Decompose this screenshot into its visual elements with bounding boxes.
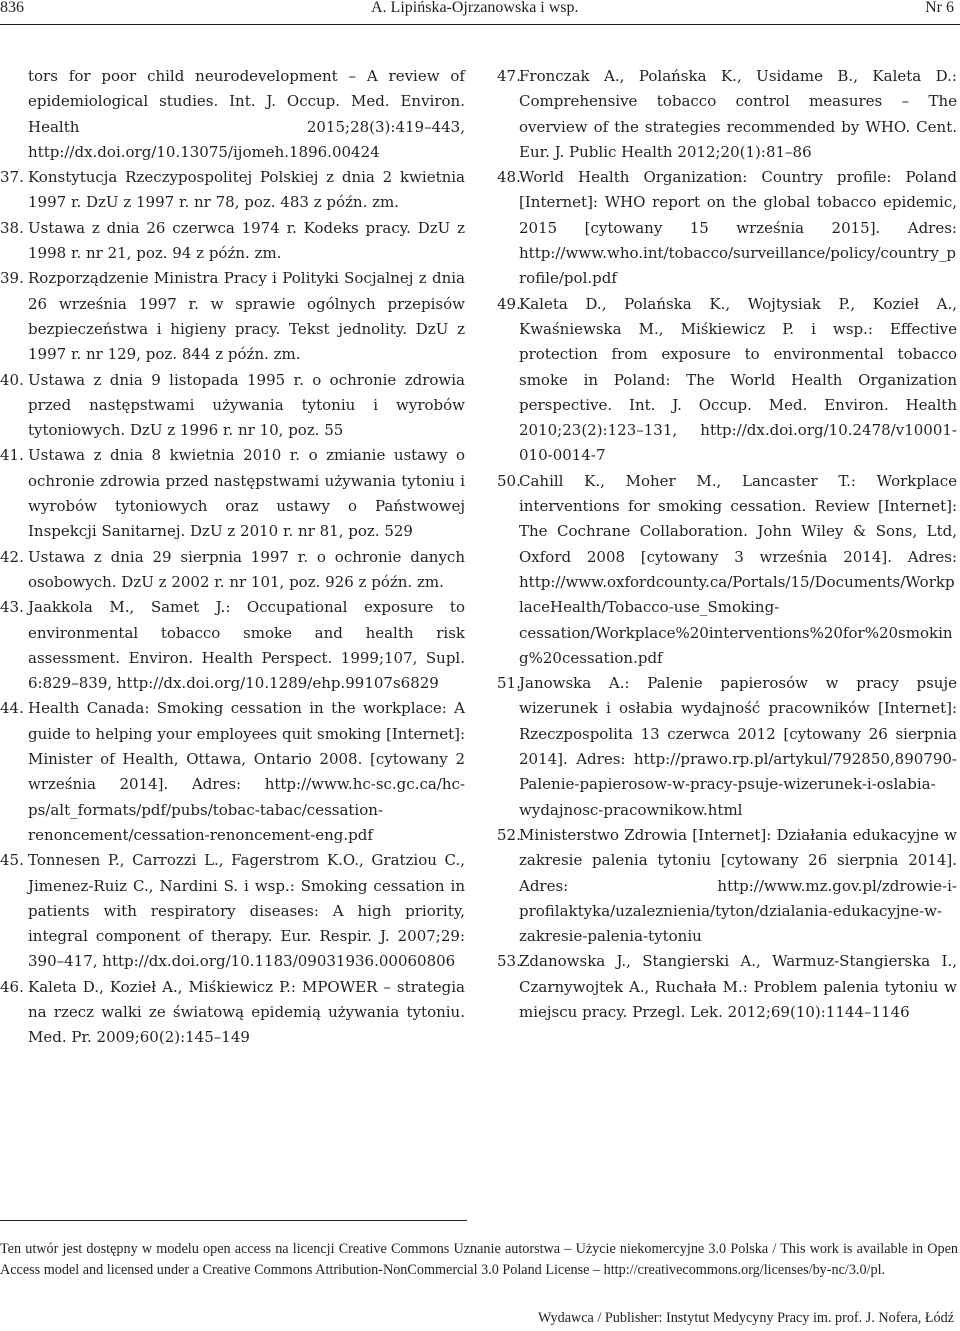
reference-item: tors for poor child neurodevelopment – A review of epidemiological studies. Int. J. Occup. Med. Environ. Health 2015;28(3):419–443, http://dx.doi.org/10.13075/ijomeh.1896.00424 (28, 67, 465, 161)
publisher-note: Wydawca / Publisher: Instytut Medycyny Pracy im. prof. J. Nofera, Łódź (537, 1310, 954, 1326)
reference-column-right (497, 64, 957, 1025)
running-header (0, 0, 960, 16)
header-rule (0, 24, 960, 25)
issue-number: Nr 6 (925, 0, 954, 16)
reference-item: 41. Ustawa z dnia 8 kwietnia 2010 r. o zmianie ustawy o ochronie zdrowia przed następstwami używania tytoniu i wyrobów tytoniowych oraz ustawy o Państwowej Inspekcji Sanitarnej. DzU z 2010 r. nr 81, poz. 529 (0, 446, 465, 541)
reference-item: 38. Ustawa z dnia 26 czerwca 1974 r. Kodeks pracy. DzU z 1998 r. nr 21, poz. 94 z późn. zm. (0, 218, 465, 263)
reference-item: 43. Jaakkola M., Samet J.: Occupational exposure to environmental tobacco smoke and health risk assessment. Environ. Health Perspect. 1999;107, Supl. 6:829–839, http://dx.doi.org/10.1289/ehp.99107s6829 (0, 598, 465, 693)
reference-item: 40. Ustawa z dnia 9 listopada 1995 r. o ochronie zdrowia przed następstwami używania tytoniu i wyrobów tytoniowych. DzU z 1996 r. nr 10, poz. 55 (0, 370, 465, 440)
reference-item: 52. Ministerstwo Zdrowia [Internet]: Działania edukacyjne w zakresie palenia tytoniu [cytowany 26 sierpnia 2014]. Adres: http://www.mz.gov.pl/zdrowie-i-profilaktyka/uzaleznienia/tyton/dzialania-edukacyjne-w-zakresie-palenia-tytoniu (497, 825, 957, 946)
reference-item: 50. Cahill K., Moher M., Lancaster T.: Workplace interventions for smoking cessation. Review [Internet]: The Cochrane Collaboration. John Wiley & Sons, Ltd, Oxford 2008 [cytowany 3 września 2014]. Adres: http://www.oxfordcounty.ca/Portals/15/Documents/WorkplaceHealth/Tobacco-use_Smoking-cessation/Workplace%20interventions%20for%20smoking%20cessation.pdf (497, 471, 957, 667)
reference-item: 46. Kaleta D., Kozieł A., Miśkiewicz P.: MPOWER – strategia na rzecz walki ze światową epidemią używania tytoniu. Med. Pr. 2009;60(2):145–149 (0, 977, 465, 1047)
license-note: Ten utwór jest dostępny w modelu open access na licencji Creative Commons Uznanie autorstwa – Użycie niekomercyjne 3.0 Polska / This work is available in Open Access model and licensed under a Creative Commons Attribution-NonCommercial 3.0 Poland License – http://creativecommons.org/licenses/by-nc/3.0/pl. (0, 1241, 958, 1278)
reference-item: 37. Konstytucja Rzeczypospolitej Polskiej z dnia 2 kwietnia 1997 r. DzU z 1997 r. nr 78, poz. 483 z późn. zm. (0, 168, 465, 212)
reference-item: 51. Janowska A.: Palenie papierosów w pracy psuje wizerunek i osłabia wydajność pracowników [Internet]: Rzeczpospolita 13 czerwca 2012 [cytowany 26 sierpnia 2014]. Adres: http://prawo.rp.pl/artykul/792850,890790-Palenie-papierosow-w-pracy-psuje-wizerunek-i-oslabia-wydajnosc-pracownikow.html (497, 674, 957, 819)
page-number: 836 (0, 0, 24, 16)
footer-rule (0, 1220, 467, 1221)
reference-item: 47. Fronczak A., Polańska K., Usidame B., Kaleta D.: Comprehensive tobacco control measures – The overview of the strategies recommended by WHO. Cent. Eur. J. Public Health 2012;20(1):81–86 (497, 67, 957, 161)
reference-item: 44. Health Canada: Smoking cessation in the workplace: A guide to helping your employees quit smoking [Internet]: Minister of Health, Ottawa, Ontario 2008. [cytowany 2 września 2014]. Adres: http://www.hc-sc.gc.ca/hc-ps/alt_formats/pdf/pubs/tobac-tabac/cessation-renoncement/cessation-renoncement-eng.pdf (0, 699, 465, 844)
reference-item: 48. World Health Organization: Country profile: Poland [Internet]: WHO report on the global tobacco epidemic, 2015 [cytowany 15 września 2015]. Adres: http://www.who.int/tobacco/surveillance/policy/country_profile/pol.pdf (497, 168, 957, 288)
reference-item: 42. Ustawa z dnia 29 sierpnia 1997 r. o ochronie danych osobowych. DzU z 2002 r. nr 101, poz. 926 z późn. zm. (0, 547, 465, 591)
reference-item: 53. Zdanowska J., Stangierski A., Warmuz-Stangierska I., Czarnywojtek A., Ruchała M.: Problem palenia tytoniu w miejscu pracy. Przegl. Lek. 2012;69(10):1144–1146 (497, 952, 957, 1021)
running-title: A. Lipińska-Ojrzanowska i wsp. (371, 0, 579, 16)
reference-item: 49. Kaleta D., Polańska K., Wojtysiak P., Kozieł A., Kwaśniewska M., Miśkiewicz P. i wsp.: Effective protection from exposure to environmental tobacco smoke in Poland: The World Health Organization perspective. Int. J. Occup. Med. Environ. Health 2010;23(2):123–131, http://dx.doi.org/10.2478/v10001-010-0014-7 (497, 294, 957, 465)
reference-item: 45. Tonnesen P., Carrozzi L., Fagerstrom K.O., Gratziou C., Jimenez-Ruiz C., Nardini S. i wsp.: Smoking cessation in patients with respiratory diseases: A high priority, integral component of therapy. Eur. Respir. J. 2007;29: 390–417, http://dx.doi.org/10.1183/09031936.00060806 (0, 851, 465, 971)
reference-item: 39. Rozporządzenie Ministra Pracy i Polityki Socjalnej z dnia 26 września 1997 r. w sprawie ogólnych przepisów bezpieczeństwa i higieny pracy. Tekst jednolity. DzU z 1997 r. nr 129, poz. 844 z późn. zm. (0, 269, 465, 364)
reference-column-left (0, 64, 465, 1051)
